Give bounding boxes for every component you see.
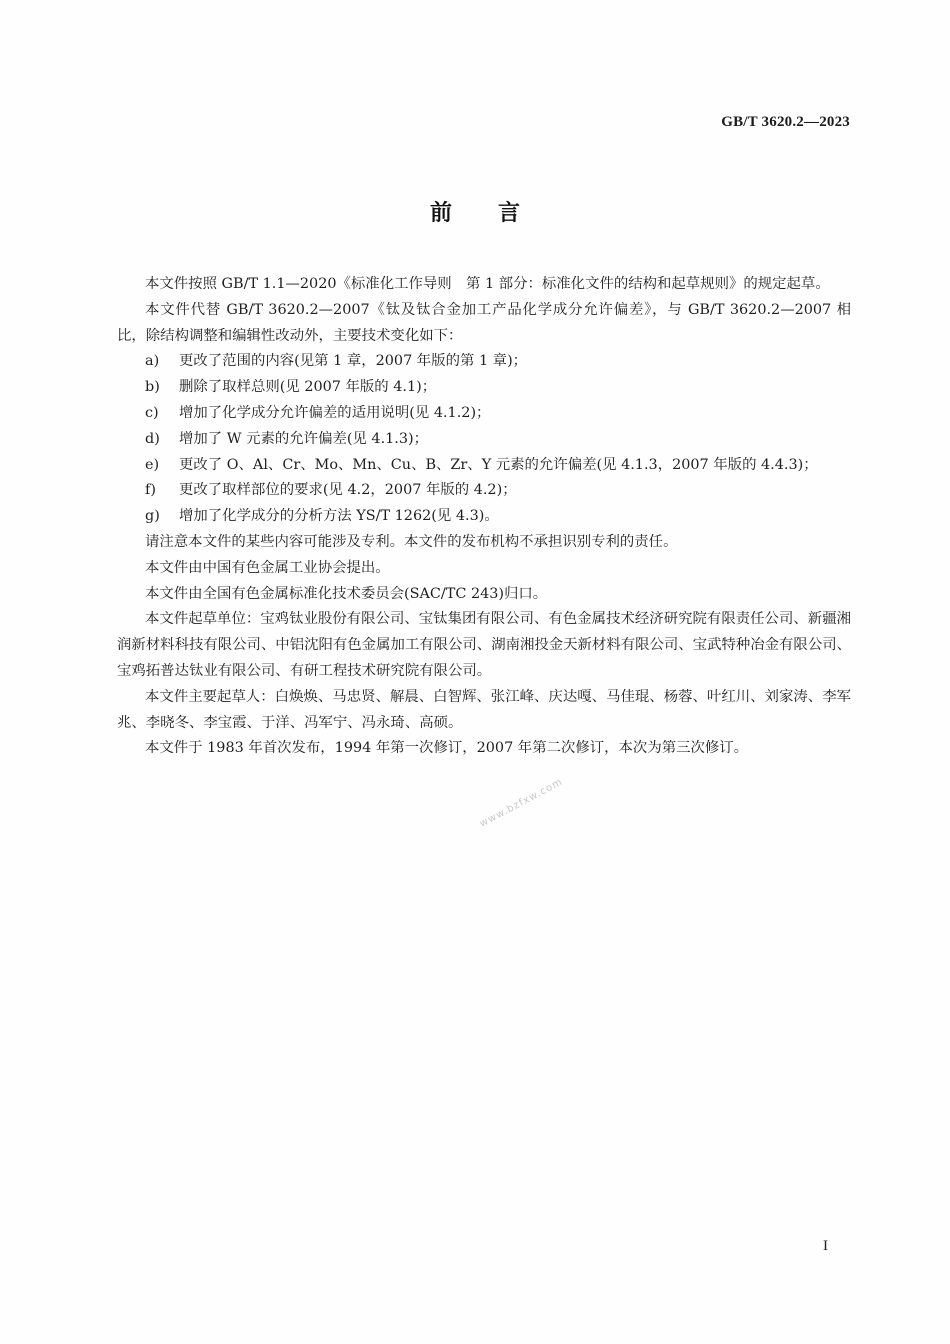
paragraph-replaces: 本文件代替 GB/T 3620.2—2007《钛及钛合金加工产品化学成分允许偏差》，与 GB/T 3620.2—2007 相比，除结构调整和编辑性改动外，主要技术变化如下：	[117, 301, 851, 344]
list-item-text: 删除了取样总则(见 2007 年版的 4.1)；	[179, 379, 437, 396]
paragraph-patent-notice: 请注意本文件的某些内容可能涉及专利。本文件的发布机构不承担识别专利的责任。	[145, 533, 678, 550]
list-item	[117, 401, 851, 427]
list-item	[117, 504, 851, 530]
list-item-text: 更改了 O、Al、Cr、Mo、Mn、Cu、B、Zr、Y 元素的允许偏差(见 4.1.3，2007 年版的 4.4.3)；	[179, 456, 818, 473]
paragraph-drafters: 本文件主要起草人：白焕焕、马忠贤、解晨、白智辉、张江峰、庆达嘎、马佳琨、杨蓉、叶红川、刘家涛、李军兆、李晓冬、李宝霞、于洋、冯军宁、冯永琦、高硕。	[117, 688, 851, 731]
page-title: 前言	[429, 201, 566, 226]
list-marker: g)	[145, 508, 160, 525]
list-item-text: 增加了化学成分允许偏差的适用说明(见 4.1.2)；	[179, 404, 491, 421]
list-marker: d)	[145, 430, 160, 447]
paragraph-committee: 本文件由全国有色金属标准化技术委员会(SAC/TC 243)归口。	[145, 585, 548, 602]
list-item-text: 更改了范围的内容(见第 1 章，2007 年版的第 1 章)；	[179, 353, 528, 370]
list-marker: a)	[145, 353, 160, 370]
list-marker: c)	[145, 404, 159, 421]
list-item	[117, 427, 851, 453]
list-item-text: 增加了化学成分的分析方法 YS/T 1262(见 4.3)。	[179, 508, 499, 525]
list-item-text: 更改了取样部位的要求(见 4.2，2007 年版的 4.2)；	[179, 482, 517, 499]
list-marker: e)	[145, 456, 160, 473]
paragraph-drafting-rules: 本文件按照 GB/T 1.1—2020《标准化工作导则 第 1 部分：标准化文件的结构和起草规则》的规定起草。	[145, 276, 830, 292]
list-item	[117, 478, 851, 504]
list-item-text: 增加了 W 元素的允许偏差(见 4.1.3)；	[179, 430, 429, 447]
list-item	[117, 375, 851, 401]
list-marker: b)	[145, 379, 160, 396]
paragraph-history: 本文件于 1983 年首次发布，1994 年第一次修订，2007 年第二次修订，本次为第三次修订。	[145, 740, 749, 757]
watermark: www.bzfxw.com	[478, 776, 565, 830]
list-item	[117, 349, 851, 375]
paragraph-proposer: 本文件由中国有色金属工业协会提出。	[145, 559, 390, 576]
foreword-body	[117, 272, 851, 762]
list-marker: f)	[145, 482, 156, 499]
page-number: I	[823, 1238, 828, 1254]
paragraph-drafting-units: 本文件起草单位：宝鸡钛业股份有限公司、宝钛集团有限公司、有色金属技术经济研究院有限责任公司、新疆湘润新材料科技有限公司、中铝沈阳有色金属加工有限公司、湖南湘投金天新材料有限公司、宝武特种冶金有限公司、宝鸡拓普达钛业有限公司、有研工程技术研究院有限公司。	[117, 611, 851, 679]
technical-changes-list	[117, 349, 851, 530]
standard-number: GB/T 3620.2—2023	[721, 114, 850, 130]
list-item	[117, 453, 851, 479]
